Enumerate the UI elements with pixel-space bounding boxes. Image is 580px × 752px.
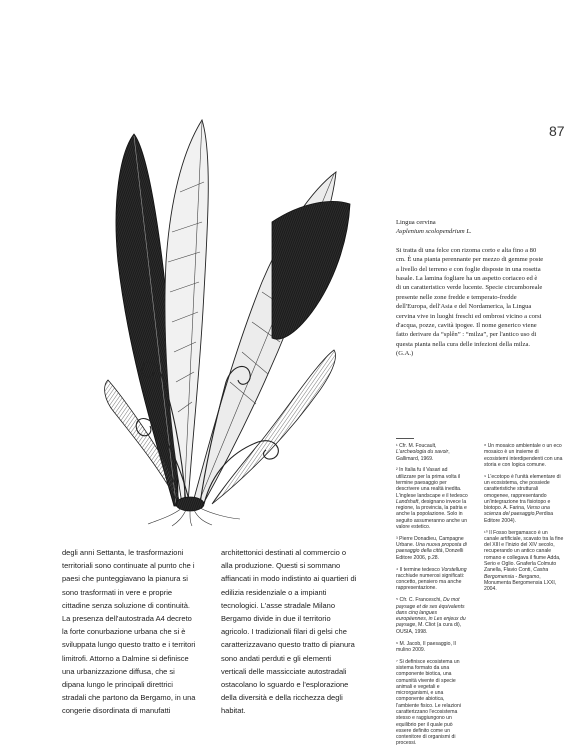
- body-text-column-2: architettonici destinati al commercio o alla produzione. Questi si sommano affiancati in modo indistinto ai quartieri di edilizia residenziale o a impianti tecnologici. L'asse stradale Milano Bergamo divide in due il territorio agricolo. I tradizionali filari di gelsi che caratterizzavano questo tratto di pianura sono andati perduti e gli elementi verticali delle massicciate autostradali ostacolano lo sguardo e l'esplorazione della diversità e della ricchezza degli habitat.: [221, 548, 357, 716]
- footnote: ⁹ L'ecotopo è l'unità elementare di un ecosistema, che possiede caratteristiche strutturali omogenee, rappresentando un'integrazione tra fisiotopo e biotopo. A. Farina, Verso una scienza del paesaggio,Perdisa Editore 2004).: [484, 473, 561, 524]
- footnotes-column-left: [396, 443, 468, 752]
- footnote: ¹ Cfr. M. Foucault, L'archeologia du savoir, Gallimard, 1969.: [396, 443, 450, 462]
- caption-body: Si tratta di una felce con rizoma corto e alta fino a 80 cm. È una pianta perennante per mezzo di gemme poste a livello del terreno e con foglie disposte in una rosetta basale. La lamina fogliare ha un aspetto coriaceo ed è di un caratteristico verde lucente. Specie circumboreale presente nelle zone fredde e temperato-fredde dell'Europa, dell'Asia e del Nordamerica, la Lingua cervina vive in luoghi freschi ed ombrosi vicino a corsi d'acqua, pozze, cavità ipogee. Il nome generico viene fatto derivare da “splên” : “milza”, per l'antico uso di questa pianta nella cura delle infezioni della milza.: [396, 246, 544, 348]
- page-number: 87: [549, 123, 565, 139]
- hartstongue-fern-illustration: [62, 112, 352, 527]
- footnote: ⁶ M. Jacob, Il paesaggio, Il mulino 2009.: [396, 640, 456, 653]
- footnote: ⁷ Si definisce ecosistema un sistema formato da una componente biotica, una comunità vivente di specie animali e vegetali e microrganismi, e una componente abiotica, l'ambiente fisico. Le relazioni caratterizzano l'ecosistema stesso e raggiungono un equilibrio per il quale può essere definito come un contenitore di organismi di processi.: [396, 658, 461, 747]
- caption-author: (G.A.): [396, 350, 414, 358]
- plant-caption: [396, 218, 544, 359]
- footnote: ⁸ Un mosaico ambientale o un eco mosaico è un insieme di ecosistemi interdipendenti con una storia e con logica comune.: [484, 443, 563, 468]
- body-text-column-1: degli anni Settanta, le trasformazioni territoriali sono continuate al punto che i paesi che punteggiavano la pianura si sono trasformati in vere e proprie cittadine senza soluzione di continuità. La presenza dell'autostrada A4 decreto la forte conurbazione urbana che si è sviluppata lungo questo tratto e i territori limitrofi. Attorno a Dalmine si definisce una urbanizzazione diffusa, che si dipana lungo le principali direttrici stradali che partono da Bergamo, in una congerie disordinata di manufatti: [62, 548, 196, 716]
- footnote: ³ Pierre Donadieu, Campagne Urbane. Una nuova proposta di paesaggio della città, Donzelli Editore 2006, p.28.: [396, 535, 467, 561]
- footnote: ⁴ Il termine tedesco Vorstellung racchiude numerosi significati: concetto, pensiero ma anche rappresentazione.: [396, 566, 467, 592]
- footnotes-column-right: [484, 443, 564, 598]
- caption-scientific-name: Asplenium scolopendrium L.: [396, 228, 472, 236]
- footnotes-divider: [396, 438, 414, 439]
- footnote: ² In Italia fu il Vasari ad utilizzare per la prima volta il termine paesaggio per descrivere una realtà inedita. L'inglese landscape e il tedesco Landshaft, designano invece la regione, la provincia, la patria e anche la popolazione. Solo in seguito assumeranno anche un valore estetico.: [396, 467, 468, 531]
- footnote: ¹⁰ Il Fosso bergamasco è un canale artificiale, scavato tra la fine del XIII e l'inizio del XIV secolo, recuperando un antico canale romano e collegava il fiume Adda, Serio e Oglio. Gnaferla Colmuto Zanella, Flavio Conti, Castra Bergomensia - Bergamo, Monumenta Bergomensia LXXI, 2004.: [484, 529, 564, 593]
- footnote: ⁵ Cfr. C. Franceschi, Du mot paysage et de ses équivalents dans cinq langues européennes, in Les enjeux du paysage, M. Cliot (a cura di), OUSIA, 1998.: [396, 597, 466, 635]
- caption-title: Lingua cervina: [396, 219, 436, 226]
